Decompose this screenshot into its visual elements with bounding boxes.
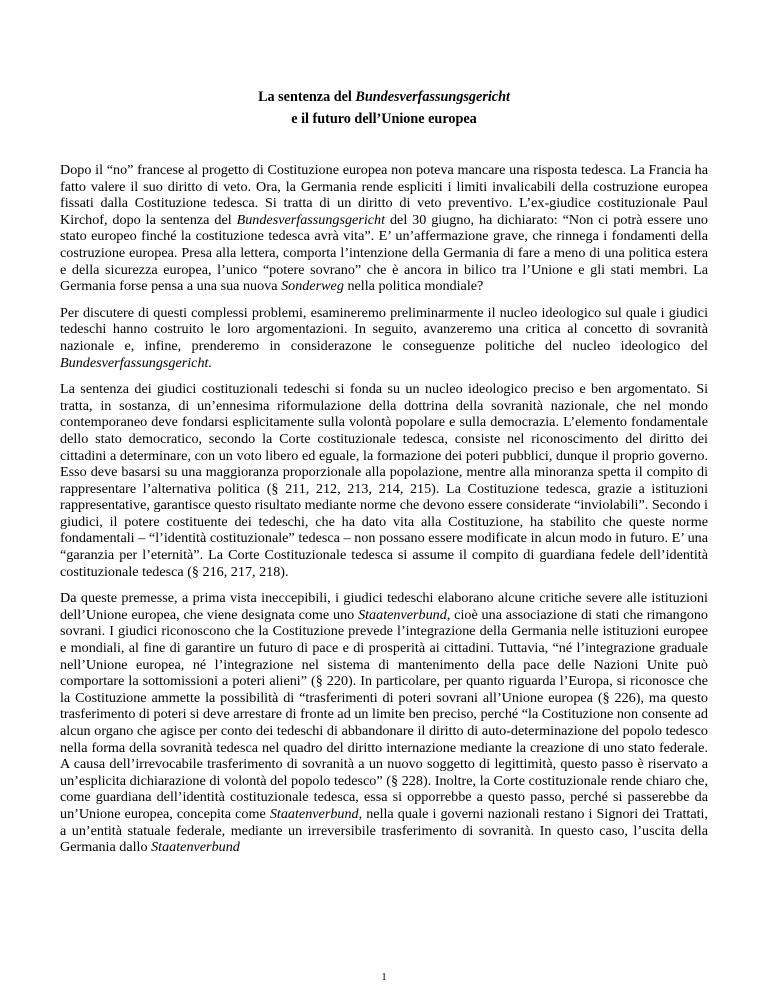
paragraph (60, 590, 708, 856)
italic-term: Sonderweg (281, 278, 344, 295)
title-line-2: e il futuro dell’Unione europea (291, 111, 477, 127)
text-run: , nella quale i governi nazionali restano i Signori dei Trattati, a un’entità statuale federale, mediante un irreversibile trasferimento di sovranità. In questo caso, l’uscita della Germania dallo (60, 805, 709, 856)
page-number: 1 (381, 971, 387, 983)
document-title (60, 86, 708, 130)
body-text (60, 162, 708, 856)
italic-term: Bundesverfassungsgericht (236, 211, 386, 228)
title-line-1 (60, 86, 708, 108)
paragraph (60, 305, 708, 371)
text-run: La sentenza dei giudici costituzionali tedeschi si fonda su un nucleo ideologico preciso e ben argomentato. Si tratta, in sostanza, di un’ennesima riformulazione della dottrina della sovranità nazionale, che nel mondo contemporaneo deve fondarsi esplicitamente sulla volontà popolare e sulla democrazia. L’elemento fondamentale dello stato democratico, secondo la Corte costituzionale tedesca, consiste nel riconoscimento del diritto dei cittadini a determinare, con un voto libero ed eguale, la formazione dei poteri pubblici, dunque il proprio governo. Esso deve basarsi su una maggioranza proporzionale alla popolazione, mentre alla minoranza spetta il compito di rappresentare l’alternativa politica (§ 211, 212, 213, 214, 215). La Costituzione tedesca, grazie a istituzioni rappresentative, garantisce questo risultato mediante norme che devono essere considerate “inviolabili”. Secondo i giudici, il potere costituente dei tedeschi, che ha dato vita alla Costituzione, ha stabilito che queste norme fondamentali – “l’identità costituzionale” tedesca – non possano essere modificate in alcun modo in futuro. E’ una “garanzia per l’eternità”. La Corte Costituzionale tedesca si assume il compito di guardiana fedele dell’identità costituzionale tedesca (§ 216, 217, 218). (60, 381, 708, 580)
text-run: , cioè una associazione di stati che rimangono sovrani. I giudici riconoscono che la Costituzione prevede l’integrazione della Germania nelle istituzioni europee e mondiali, al fine di garantire un futuro di pace e di prosperità ai cittadini. Tuttavia, “né l’integrazione graduale nell’Unione europea, né l’integrazione nel sistema di mantenimento della pace delle Nazioni Unite può comportare la sottomissioni a poteri alieni” (§ 220). In particolare, per quanto riguarda l’Europa, si riconosce che la Costituzione ammette la possibilità di “trasferimenti di poteri sovrani all’Unione europea (§ 226), ma questo trasferimento di poteri si deve arrestare di fronte ad un limite ben preciso, perché “la Costituzione non consente ad alcun organo che agisce per conto dei tedeschi di abbandonare il diritto di auto-determinazione del popolo tedesco nella forma della sovranità tedesca nel quadro del diritto internazione mediante la creazione di uno stato federale. A causa dell’irrevocabile trasferimento di sovranità a un nuovo soggetto di legittimità, questo passo è riservato a un’esplicita dichiarazione di volontà del popolo tedesco” (§ 228). Inoltre, la Corte costituzionale rende chiaro che, come guardiana dell’identità costituzionale tedesca, essa si opporrebbe a questo passo, perché si passerebbe da un’Unione europea, concepita come (60, 606, 708, 822)
paragraph (60, 381, 708, 580)
text-run: nella politica mondiale? (343, 278, 484, 295)
document-page (60, 86, 708, 866)
text-run: del 30 giugno, ha dichiarato: “Non ci potrà essere uno stato europeo finché la costituzione tedesca avrà vita”. E’ un’affermazione grave, che rinnega i fondamenti della costruzione europea. Presa alla lettera, comporta l’intenzione della Germania di fare a meno di una politica estera e della sicurezza europea, l’unico “potere sovrano” che è ancora in bilico tra l’Unione e gli stati membri. La Germania forse pensa a una sua nuova (60, 211, 708, 295)
title-court-name: Bundesverfassungsgericht (355, 89, 510, 105)
italic-term: Staatenverbund (358, 606, 447, 623)
italic-term: Staatenverbund (269, 805, 359, 822)
title-prefix: La sentenza del (258, 89, 356, 105)
italic-term: Staatenverbund (151, 839, 240, 856)
text-run: Per discutere di questi complessi problemi, esamineremo preliminarmente il nucleo ideologico sul quale i giudici tedeschi hanno costruito le loro argomentazioni. In seguito, avanzeremo una critica al concetto di sovranità nazionale e, infine, prenderemo in considerazone le conseguenze politiche del nucleo ideologico del (60, 304, 708, 354)
text-run: Da queste premesse, a prima vista ineccepibili, i giudici tedeschi elaborano alcune critiche severe alle istituzioni dell’Unione europea, che viene designata come uno (60, 590, 708, 623)
italic-term: Bundesverfassungsgericht. (60, 354, 212, 371)
paragraph (60, 162, 708, 295)
text-run: Dopo il “no” francese al progetto di Costituzione europea non poteva mancare una risposta tedesca. La Francia ha fatto valere il suo diritto di veto. Ora, la Germania rende espliciti i limiti invalicabili della costruzione europea fissati dalla Costituzione tedesca. Si tratta di un diritto di veto preventivo. L’ex-giudice costituzionale Paul Kirchof, dopo la sentenza del (60, 162, 708, 228)
